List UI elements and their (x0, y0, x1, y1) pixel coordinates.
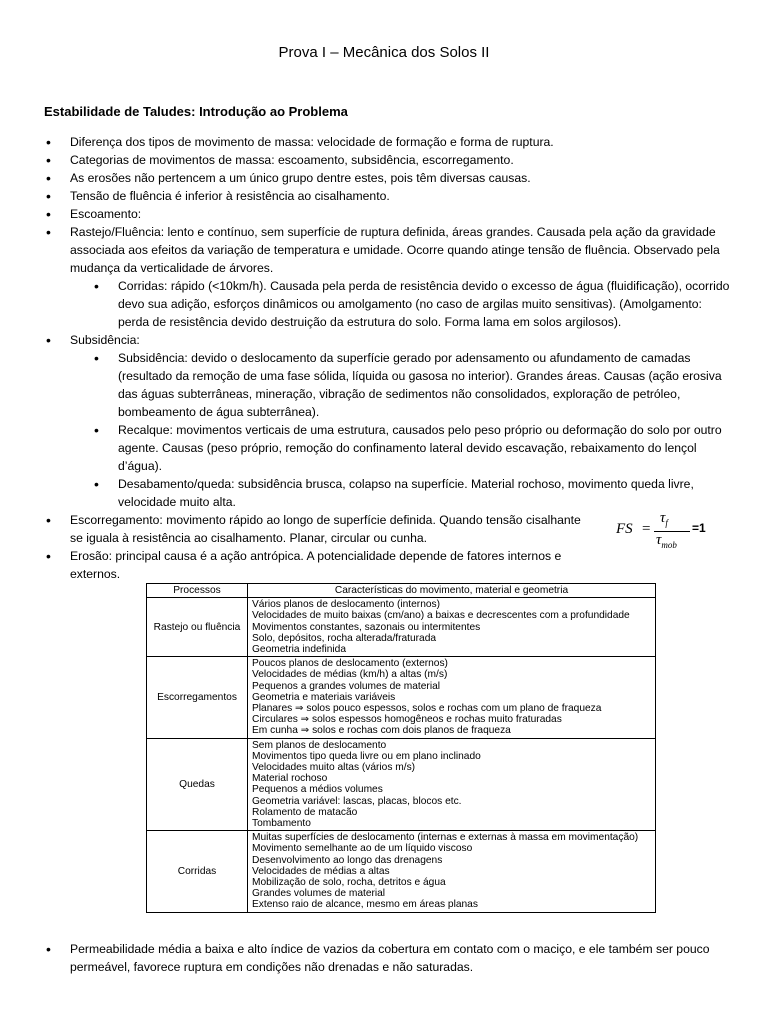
table-row (147, 598, 656, 657)
process-name: Escorregamentos (147, 657, 248, 738)
process-characteristics: Sem planos de deslocamento Movimentos tipo queda livre ou em plano inclinado Velocidades muito altas (vários m/s) Material rochoso Pequenos a médios volumes Geometria variável: lascas, placas, blocos etc. Rolamento de matacão Tombamento (248, 738, 656, 831)
list-item: • As erosões não pertencem a um único grupo dentre estes, pois têm diversas causas. (44, 169, 734, 187)
sub-list-item: • Subsidência: devido o deslocamento da superfície gerado por adensamento ou afundamento de camadas (resultado da remoção de uma fase sólida, líquida ou gasosa no interior). Grandes áreas. Causas (ação erosiva das águas subterrâneas, mineração, vibração de sedimentos não consolidados, exploração de petróleo, bombeamento de água subterrânea). (70, 349, 734, 421)
process-characteristics: Poucos planos de deslocamento (externos) Velocidades de médias (km/h) a altas (m/s) Pequenos a grandes volumes de material Geometria e materiais variáveis Planares ⇒ solos pouco espessos, solos e rochas com um plano de fraqueza Circulares ⇒ solos espessos homogêneos e rochas muito fraturadas Em cunha ⇒ solos e rochas com dois planos de fraqueza (248, 657, 656, 738)
list-item-text: Rastejo/Fluência: lento e contínuo, sem superfície de ruptura definida, áreas grandes. Causada pela ação da gravidade associada aos efeitos da variação de temperatura e umidade. Ocorre quando atinge tensão de fluência. Observado pela mudança da verticalidade de árvores. (70, 225, 720, 275)
list-item: • Escoamento: (44, 205, 734, 223)
table-header-row (147, 584, 656, 598)
sub-list-item: • Desabamento/queda: subsidência brusca, colapso na superfície. Material rochoso, movimento queda livre, velocidade muito alta. (70, 475, 734, 511)
formula-rhs: =1 (692, 521, 706, 535)
list-item-erosao: • Erosão: principal causa é a ação antrópica. A potencialidade depende de fatores internos e externos. (44, 547, 590, 583)
formula-denominator: $\tau_{mob}$ (656, 532, 677, 550)
process-characteristics: Vários planos de deslocamento (internos) Velocidades de muito baixas (cm/ano) a baixas e decrescentes com a profundidade Movimentos constantes, sazonais ou intermitentes Solo, depósitos, rocha alterada/fraturada Geometria indefinida (248, 598, 656, 657)
formula-lhs: FS (616, 521, 633, 537)
list-item: • Diferença dos tipos de movimento de massa: velocidade de formação e forma de ruptura. (44, 133, 734, 151)
list-item: • Categorias de movimentos de massa: escoamento, subsidência, escorregamento. (44, 151, 734, 169)
sub-list-subsidencia (70, 349, 734, 511)
process-name: Quedas (147, 738, 248, 831)
formula-numerator: $\tau_f$ (660, 510, 668, 528)
list-item-subsidencia (44, 331, 734, 511)
list-item-text: Subsidência: (70, 333, 140, 347)
processes-table (146, 583, 656, 913)
page-title: Prova I – Mecânica dos Solos II (278, 44, 490, 61)
sub-list-item: • Recalque: movimentos verticais de uma estrutura, causados pelo peso próprio ou deformação do solo por outro agente. Causas (peso próprio, remoção do confinamento lateral devido escavação, rebaixamento do lençol d’água). (70, 421, 734, 475)
list-item-escorregamento: • Escorregamento: movimento rápido ao longo de superfície definida. Quando tensão cisalhante se iguala à resistência ao cisalhamento. Planar, circular ou cunha. (44, 511, 590, 547)
process-characteristics: Muitas superfícies de deslocamento (internas e externas à massa em movimentação) Movimento semelhante ao de um líquido viscoso Desenvolvimento ao longo das drenagens Velocidades de médias a altas Mobilização de solo, rocha, detritos e água Grandes volumes de material Extenso raio de alcance, mesmo em áreas planas (248, 831, 656, 912)
sub-list-rastejo (70, 277, 734, 331)
table-row (147, 657, 656, 738)
table-header: Características do movimento, material e geometria (248, 584, 656, 598)
process-name: Corridas (147, 831, 248, 912)
list-item-permeabilidade: • Permeabilidade média a baixa e alto índice de vazios da cobertura em contato com o maciço, e ele também ser pouco permeável, favorece ruptura em condições não drenadas e não saturadas. (44, 940, 734, 976)
table-row (147, 831, 656, 912)
formula-equals: = (642, 521, 651, 537)
list-item-rastejo (44, 223, 734, 331)
table-header: Processos (147, 584, 248, 598)
safety-factor-formula (616, 512, 716, 556)
list-item: • Tensão de fluência é inferior à resistência ao cisalhamento. (44, 187, 734, 205)
process-name: Rastejo ou fluência (147, 598, 248, 657)
section-heading: Estabilidade de Taludes: Introdução ao Problema (44, 104, 348, 119)
sub-list-item: • Corridas: rápido (<10km/h). Causada pela perda de resistência devido o excesso de água (fluidificação), ocorrido devo sua adição, esforços dinâmicos ou amolgamento (no caso de argilas muito sensitivas). (Amolgamento: perda de resistência devido destruição da estrutura do solo. Forma lama em solos argilosos). (70, 277, 734, 331)
table-row (147, 738, 656, 831)
